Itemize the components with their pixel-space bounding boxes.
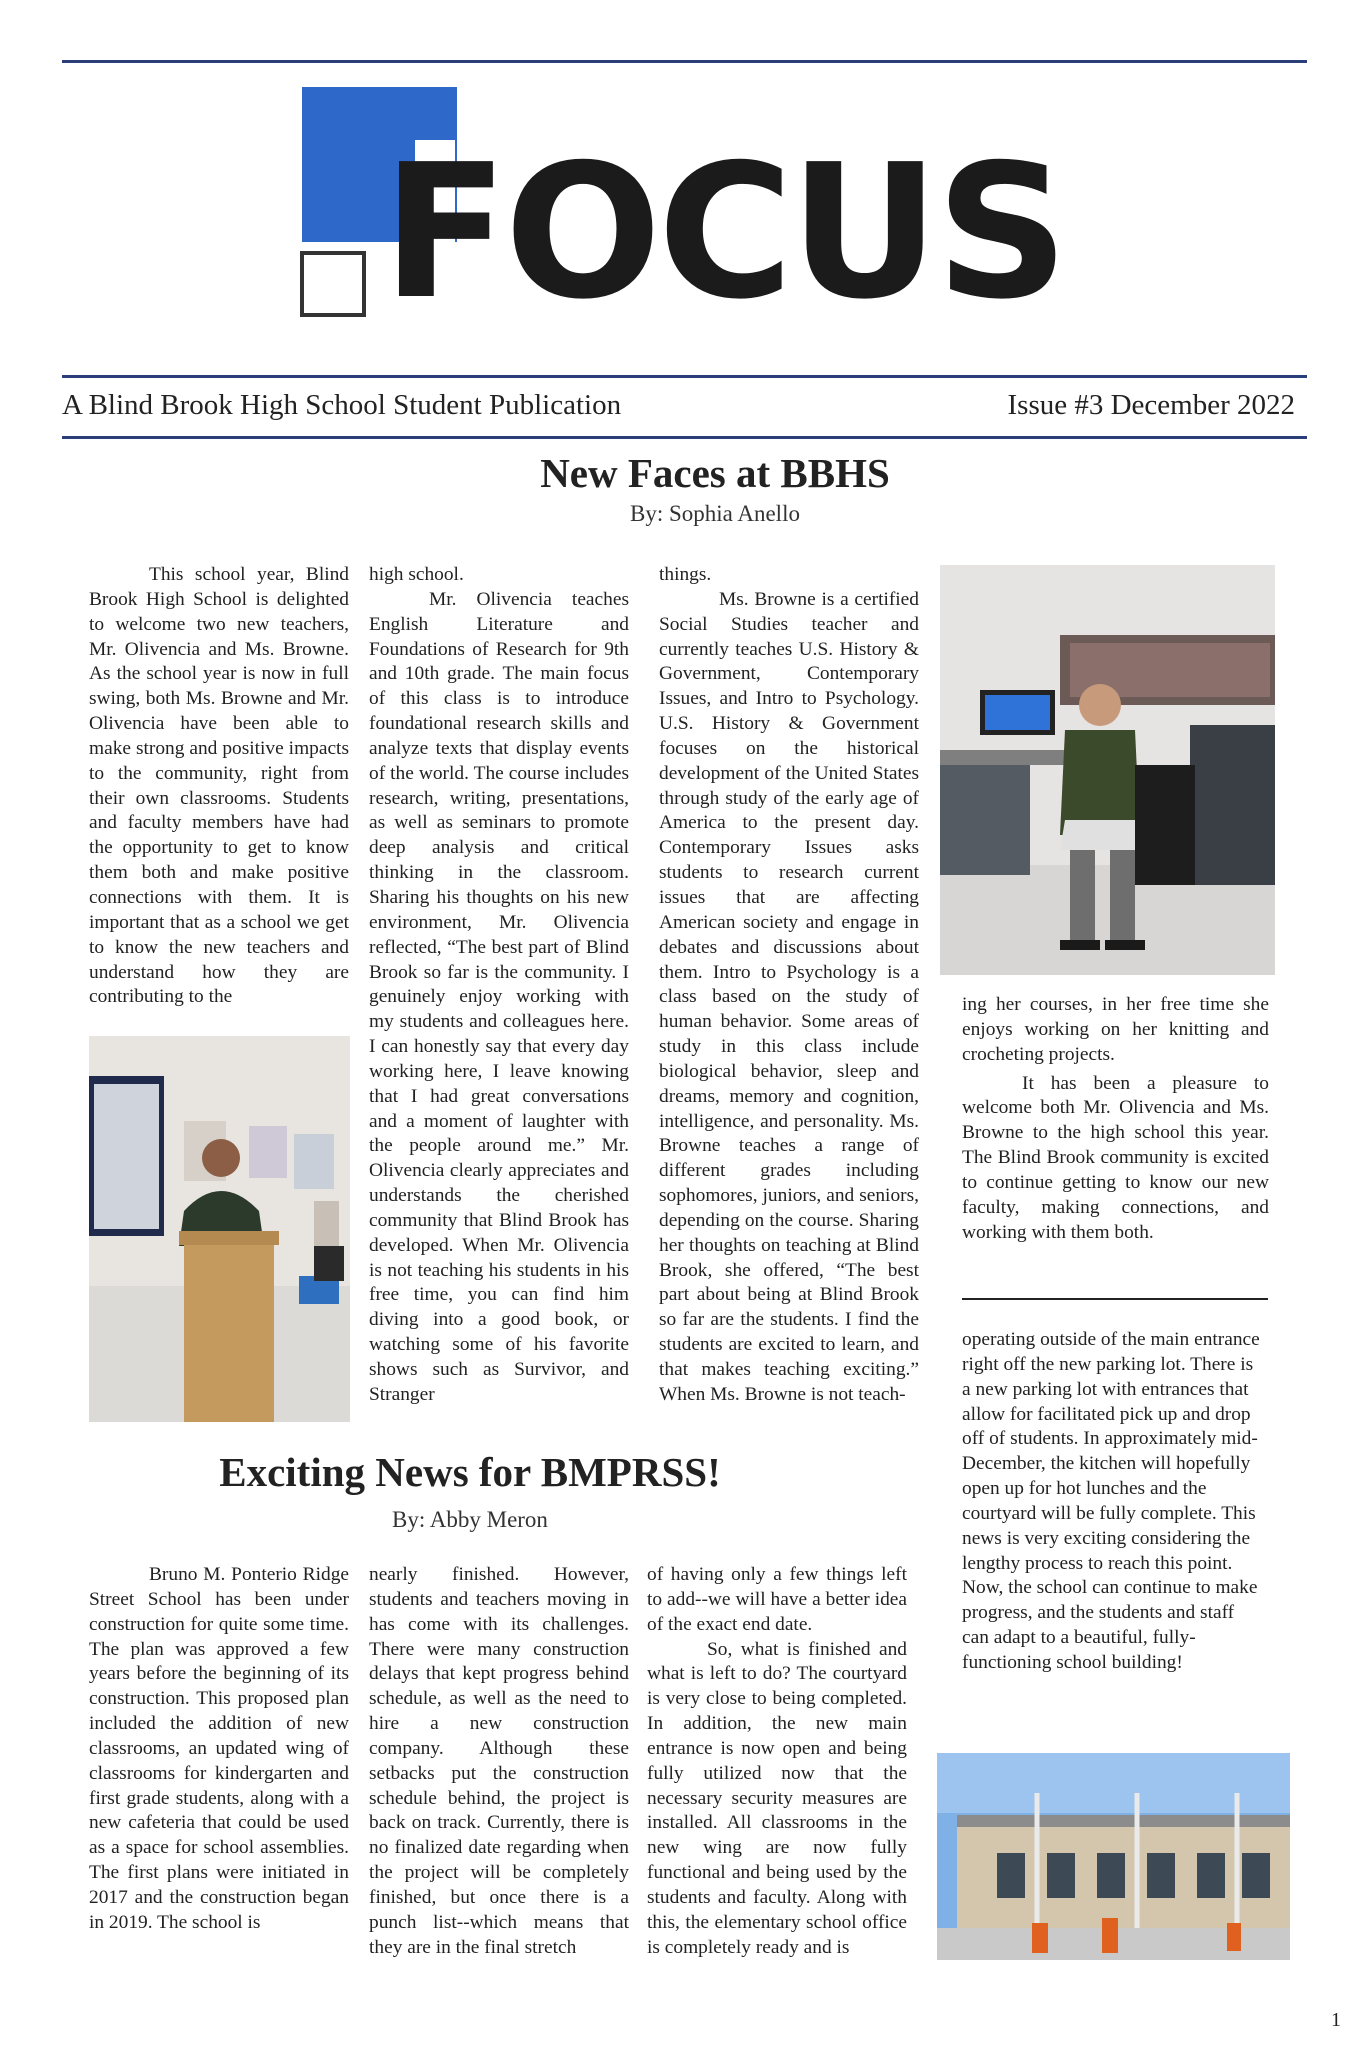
article1-column-1: [89, 563, 349, 1010]
logo-outline-square: [302, 253, 364, 315]
article2-column-2: [369, 1563, 629, 1961]
article2-col3-continuation: of having only a few things left to add--we will have a better idea of the exact end date.: [647, 1564, 907, 1635]
school-building-image: [937, 1753, 1290, 1960]
article2-col2-paragraph: nearly finished. However, students and teachers moving in has come with its challenges. There were many construction delays that kept progress behind schedule, as well as the need to hire a new construction company. Although these setbacks put the construction schedule behind, the project is back on track. Currently, there is no finalized date regarding when the project will be completely finished, but once there is a punch list--which means that they are in the final stretch: [369, 1564, 629, 1958]
teacher-at-desk-image: [940, 565, 1275, 975]
masthead-logo: [300, 85, 1065, 350]
photo-mr-olivencia: [89, 1036, 350, 1422]
article2-col1-paragraph: Bruno M. Ponterio Ridge Street School has been under construction for quite some time. The plan was approved a few years before the beginning of its construction. This proposed plan included the addition of new classrooms, an updated wing of classrooms for kindergarten and first grade students, along with a new cafeteria that could be used as a space for school assemblies. The first plans were initiated in 2017 and the construction began in 2019. The school is: [89, 1564, 349, 1933]
issue-line: Issue #3 December 2022: [1007, 389, 1295, 421]
article1-col1-paragraph: This school year, Blind Brook High School is delighted to welcome two new teachers, Mr. Olivencia and Ms. Browne. As the school year is now in full swing, both Ms. Browne and Mr. Olivencia have been able to make strong and positive impacts to the community, right from their own classrooms. Students and faculty members have had the opportunity to get to know them both and make positive connections with them. It is important that as a school we get to know the new teachers and understand how they are contributing to the: [89, 564, 349, 1008]
right-column-divider: [962, 1298, 1268, 1300]
article1-column-3: [659, 563, 919, 1408]
article1-col2-paragraph: Mr. Olivencia teaches English Literature and Foundations of Research for 9th and 10th grade. The main focus of this class is to introduce foundational research skills and analyze texts that display events of the world. The course includes research, writing, presentations, as well as seminars to promote deep analysis and critical thinking in the classroom. Sharing his thoughts on his new environment, Mr. Olivencia reflected, “The best part of Blind Brook so far is the community. I genuinely enjoy working with my students and colleagues here. I can honestly say that every day working here, I leave knowing that I had great conversations and a moment of laughter with the people around me.” Mr. Olivencia clearly appreciates and understands the cherished community that Blind Brook has developed. When Mr. Olivencia is not teaching his students in his free time, you can find him diving into a good book, or watching some of his favorite shows such as Survivor, and Stranger: [369, 588, 629, 1405]
article2-col4-paragraph: operating outside of the main entrance right off the new parking lot. There is a new parking lot with entrances that allow for facilitated pick up and drop off of students. In approximately mid-December, the kitchen will hopefully open up for hot lunches and the courtyard will be fully complete. This news is very exciting considering the lengthy process to reach this point. Now, the school can continue to make progress, and the students and staff can adapt to a beautiful, fully-functioning school building!: [962, 1329, 1260, 1673]
masthead-rule-lower: [62, 436, 1307, 439]
article1-column-4: [962, 993, 1269, 1245]
top-rule: [62, 60, 1307, 63]
article1-col3-continuation: things.: [659, 564, 712, 585]
article1-col2-continuation: high school.: [369, 564, 464, 585]
article1-column-2: [369, 563, 629, 1408]
article1-col3-paragraph: Ms. Browne is a certified Social Studies teacher and currently teaches U.S. History & Government, Contemporary Issues, and Intro to Psychology. U.S. History & Government focuses on the historical development of the United States through study of the early age of America to the present day. Contemporary Issues asks students to research current issues that are affecting American society and engage in debates and discussions about them. Intro to Psychology is a class based on the study of human behavior. Some areas of study in this class include biological behavior, sleep and dreams, memory and cognition, intelligence, and personality. Ms. Browne teaches a range of different grades including sophomores, juniors, and seniors, depending on the course. Sharing her thoughts on teaching at Blind Brook, she offered, “The best part about being at Blind Brook so far are the students. I find the students are excited to learn, and that makes teaching exciting.” When Ms. Browne is not teach-: [659, 588, 919, 1405]
article1-byline: By: Sophia Anello: [630, 501, 800, 526]
article1-col4-paragraph: It has been a pleasure to welcome both Mr. Olivencia and Ms. Browne to the high school this year. The Blind Brook community is excited to continue getting to know our new faculty, making connections, and working with them both.: [962, 1072, 1269, 1243]
publication-line: A Blind Brook High School Student Publication: [62, 389, 622, 421]
photo-ms-browne: [940, 565, 1275, 975]
article2-column-1: [89, 1563, 349, 1936]
article2-column-4: [962, 1328, 1262, 1676]
article1-col4-continuation: ing her courses, in her free time she enjoys working on her knitting and crocheting projects.: [962, 994, 1269, 1065]
article2-column-3: [647, 1563, 907, 1961]
teacher-at-podium-image: [89, 1036, 350, 1422]
photo-school-building: [937, 1753, 1290, 1960]
article2-col3-paragraph: So, what is finished and what is left to do? The courtyard is very close to being completed. In addition, the new main entrance is now open and being fully utilized now that the necessary security measures are installed. All classrooms in the new wing are now fully functional and being used by the students and faculty. Along with this, the elementary school office is completely ready and is: [647, 1638, 907, 1958]
article1-headline: New Faces at BBHS: [540, 450, 890, 496]
article2-byline: By: Abby Meron: [392, 1507, 548, 1532]
page-number: 1: [1331, 2009, 1341, 2031]
logo-text: FOCUS: [382, 124, 1065, 340]
article2-headline: Exciting News for BMPRSS!: [219, 1449, 721, 1495]
masthead-rule-upper: [62, 375, 1307, 378]
